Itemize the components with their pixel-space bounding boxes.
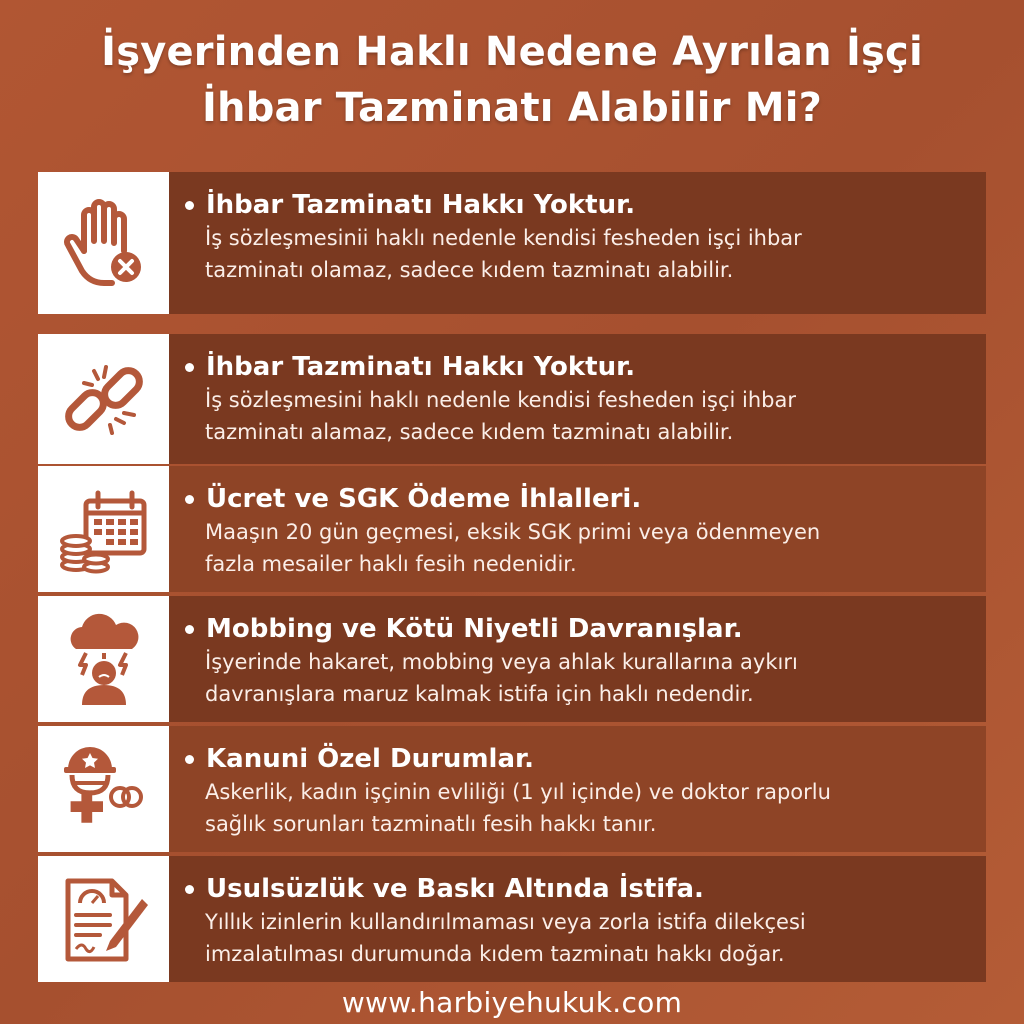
info-row-4 [38, 596, 986, 722]
text-box-5 [169, 726, 986, 852]
item-desc-3b: fazla mesailer haklı fesih nedenidir. [205, 552, 577, 576]
item-heading-2 [181, 350, 974, 384]
bullet-icon [185, 495, 194, 504]
icon-box-5 [38, 726, 169, 852]
document-pen-icon [54, 869, 154, 969]
website-url: www.harbiyehukuk.com [341, 986, 683, 1019]
info-row-5 [38, 726, 986, 852]
item-heading-4 [181, 612, 974, 646]
item-heading-text: İhbar Tazminatı Hakkı Yoktur. [206, 190, 636, 220]
icon-box-2 [38, 334, 169, 464]
icon-box-4 [38, 596, 169, 722]
stop-hand-icon [54, 193, 154, 293]
item-desc-5b: sağlık sorunları tazminatlı fesih hakkı tanır. [205, 812, 657, 836]
item-desc-2a: İş sözleşmesini haklı nedenle kendisi fesheden işçi ihbar [205, 388, 796, 412]
bullet-icon [185, 885, 194, 894]
calendar-coins-icon [54, 479, 154, 579]
text-box-4 [169, 596, 986, 722]
text-box-6 [169, 856, 986, 982]
item-heading-text: Kanuni Özel Durumlar. [206, 744, 534, 774]
soldier-rings-cross-icon [54, 739, 154, 839]
icon-box-6 [38, 856, 169, 982]
item-heading-text: Mobbing ve Kötü Niyetli Davranışlar. [206, 614, 743, 644]
item-heading-text: İhbar Tazminatı Hakkı Yoktur. [206, 352, 636, 382]
item-desc-1b: tazminatı olamaz, sadece kıdem tazminatı alabilir. [205, 258, 734, 282]
title-line-2: İhbar Tazminatı Alabilir Mi? [201, 85, 823, 131]
item-desc-4b: davranışlara maruz kalmak istifa için haklı nedendir. [205, 682, 754, 706]
page-title [0, 24, 1024, 136]
text-box-3 [169, 466, 986, 592]
item-desc-2b: tazminatı alamaz, sadece kıdem tazminatı alabilir. [205, 420, 734, 444]
item-desc-6b: imzalatılması durumunda kıdem tazminatı hakkı doğar. [205, 942, 785, 966]
info-row-6 [38, 856, 986, 982]
text-box-2 [169, 334, 986, 464]
item-desc-5a: Askerlik, kadın işçinin evliliği (1 yıl içinde) ve doktor raporlu [205, 780, 831, 804]
item-heading-3 [181, 482, 974, 516]
item-heading-6 [181, 872, 974, 906]
item-desc-3a: Maaşın 20 gün geçmesi, eksik SGK primi veya ödenmeyen [205, 520, 821, 544]
icon-box-3 [38, 466, 169, 592]
info-row-3 [38, 466, 986, 592]
item-desc-4a: İşyerinde hakaret, mobbing veya ahlak kurallarına aykırı [205, 650, 798, 674]
icon-box-1 [38, 172, 169, 314]
bullet-icon [185, 201, 194, 210]
item-heading-5 [181, 742, 974, 776]
title-line-1: İşyerinden Haklı Nedene Ayrılan İşçi [101, 29, 923, 75]
item-desc-6a: Yıllık izinlerin kullandırılmaması veya zorla istifa dilekçesi [205, 910, 806, 934]
item-heading-1 [181, 188, 974, 222]
item-heading-text: Usulsüzlük ve Baskı Altında İstifa. [206, 874, 704, 904]
bullet-icon [185, 625, 194, 634]
broken-chain-icon [54, 349, 154, 449]
bullet-icon [185, 755, 194, 764]
item-desc-1a: İş sözleşmesinii haklı nedenle kendisi fesheden işçi ihbar [205, 226, 802, 250]
info-row-2 [38, 334, 986, 464]
bullet-icon [185, 363, 194, 372]
info-row-1 [38, 172, 986, 314]
storm-person-icon [54, 609, 154, 709]
text-box-1 [169, 172, 986, 314]
item-heading-text: Ücret ve SGK Ödeme İhlalleri. [206, 484, 642, 514]
